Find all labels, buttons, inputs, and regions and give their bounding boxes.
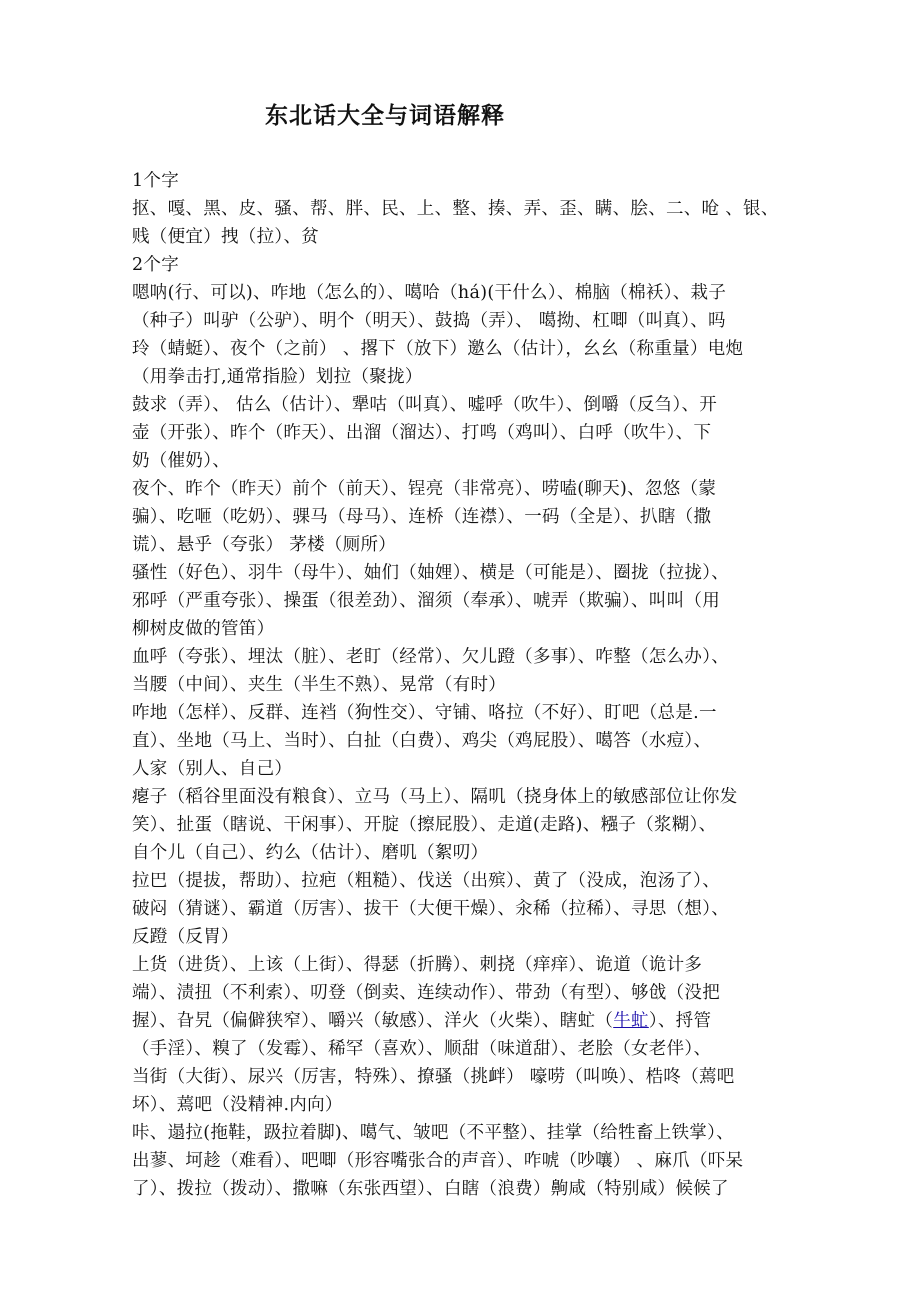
text-line: 骗）、吃咂（吃奶）、骒马（母马）、连桥（连襟）、一码（全是）、扒瞎（撒 <box>132 507 712 527</box>
text-segment: 握）、旮旯（偏僻狭窄）、嚼兴（敏感）、洋火（火柴）、瞎虻（ <box>132 1011 614 1031</box>
text-line: （手淫）、糗了（发霉）、稀罕（喜欢）、顺甜（味道甜）、老脍（女老伴）、 <box>132 1039 712 1059</box>
text-line: 拉巴（提拔，帮助）、拉疤（粗糙）、伐送（出殡）、黄了（没成，泡汤了）、 <box>132 871 720 891</box>
text-line: 了）、拨拉（拨动）、撒嘛（东张西望）、白瞎（浪费）齁咸（特别咸）候候了 <box>132 1179 729 1199</box>
text-line: 谎）、悬乎（夸张） 茅楼（厕所） <box>132 535 397 555</box>
text-line: 直）、坐地（马上、当时）、白扯（白费）、鸡尖（鸡屁股）、噶答（水痘）、 <box>132 731 712 751</box>
text-line: 自个儿（自己）、约么（估计）、磨叽（絮叨） <box>132 843 489 863</box>
text-line: 玲（蜻蜓）、夜个（之前） 、撂下（放下）邀么（估计），幺幺（称重量）电炮 <box>132 339 744 359</box>
text-line: 嗯呐(行、可以)、咋地（怎么的）、噶哈（há)(干什么）、棉脑（棉袄）、栽子 <box>132 283 727 303</box>
text-line: 瘪子（稻谷里面没有粮食）、立马（马上）、隔叽（挠身体上的敏感部位让你发 <box>132 787 738 807</box>
text-line: 骚性（好色）、羽牛（母牛）、妯们（妯娌）、横是（可能是）、圈拢（拉拢）、 <box>132 563 730 583</box>
niumeng-link[interactable]: 牛虻 <box>613 1011 649 1031</box>
text-line: 坏）、蔫吧（没精神.内向） <box>132 1095 343 1115</box>
text-line: （种子）叫驴（公驴）、明个（明天）、鼓捣（弄）、 噶拗、杠唧（叫真）、吗 <box>132 311 726 331</box>
document-title: 东北话大全与词语解释 <box>265 102 505 129</box>
document-body <box>132 167 812 1203</box>
text-line: 笑）、扯蛋（瞎说、干闲事）、开腚（擦屁股）、走道(走路)、糨子（浆糊）、 <box>132 815 717 835</box>
text-line: 反蹬（反胃） <box>132 927 239 947</box>
text-line: 壶（开张）、昨个（昨天）、出溜（溜达）、打鸣（鸡叫）、白呼（吹牛）、下 <box>132 423 712 443</box>
text-line-with-link <box>132 1007 812 1035</box>
text-line: 奶（催奶）、 <box>132 451 231 471</box>
text-line: 鼓求（弄）、 估么（估计）、犟咕（叫真）、嘘呼（吹牛）、倒嚼（反刍）、开 <box>132 395 718 415</box>
section-heading: 1个字 <box>132 171 180 191</box>
text-line: （用拳击打,通常指脸）划拉（聚拢） <box>132 367 423 387</box>
text-line: 当腰（中间）、夹生（半生不熟）、晃常（有时） <box>132 675 507 695</box>
text-line: 咔、遢拉(拖鞋，趿拉着脚)、噶气、皱吧（不平整）、挂掌（给牲畜上铁掌）、 <box>132 1123 734 1143</box>
text-line: 上货（进货）、上该（上街）、得瑟（折腾）、刺挠（痒痒）、诡道（诡计多 <box>132 955 703 975</box>
text-line: 抠、嘎、黑、皮、骚、帮、胖、民、上、整、揍、弄、歪、瞒、脍、二、呛 、银、 <box>132 199 779 219</box>
text-line: 咋地（怎样）、反群、连裆（狗性交）、守铺、咯拉（不好）、盯吧（总是.一 <box>132 703 717 723</box>
section-heading: 2个字 <box>132 255 180 275</box>
text-line: 人家（别人、自己） <box>132 759 293 779</box>
text-segment: ）、捋管 <box>648 1011 712 1031</box>
text-line: 出蓼、坷趁（难看）、吧唧（形容嘴张合的声音）、咋唬（吵嚷） 、麻爪（吓呆 <box>132 1151 744 1171</box>
text-line: 破闷（猜谜）、霸道（厉害）、拔干（大便干燥）、汆稀（拉稀）、寻思（想）、 <box>132 899 730 919</box>
text-line: 端）、渍扭（不利索）、叨登（倒卖、连续动作）、带劲（有型）、够戗（没把 <box>132 983 720 1003</box>
text-line: 当街（大街）、尿兴（厉害，特殊）、撩骚（挑衅） 嚎唠（叫唤）、梏咚（蔫吧 <box>132 1067 735 1087</box>
text-line: 血呼（夸张）、埋汰（脏）、老盯（经常）、欠儿蹬（多事）、咋整（怎么办）、 <box>132 647 730 667</box>
text-line: 柳树皮做的管笛） <box>132 619 275 639</box>
text-line: 夜个、昨个（昨天）前个（前天）、锃亮（非常亮）、唠嗑(聊天)、忽悠（蒙 <box>132 479 717 499</box>
text-line: 贱（便宜）拽（拉）、贫 <box>132 227 320 247</box>
text-line: 邪呼（严重夸张）、操蛋（很差劲）、溜须（奉承）、唬弄（欺骗）、叫叫（用 <box>132 591 720 611</box>
